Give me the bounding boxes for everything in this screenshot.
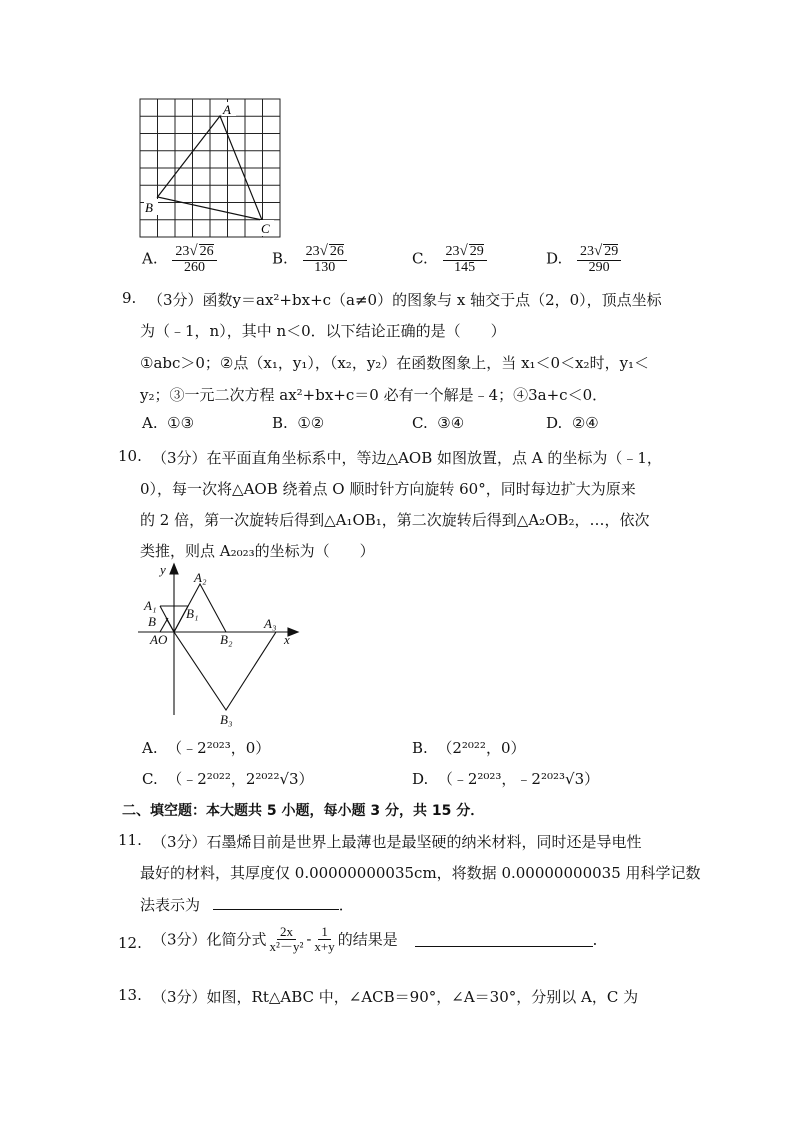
q10-number: 10. (118, 447, 142, 465)
q12-answer-blank[interactable] (415, 932, 593, 947)
q12-fraction-2: $\frac{1}{x+y}$ (314, 924, 335, 954)
q8-option-c[interactable]: C. $\frac{23√ 29}{145}$ (412, 244, 487, 275)
q11-number: 11. (118, 831, 142, 849)
q11-line-2: 最好的材料，其厚度仅 0.00000000035cm，将数据 0.00000000035 用科学记数 (140, 864, 701, 882)
q11-answer-blank[interactable] (213, 895, 339, 910)
q9-option-c[interactable]: C. ③④ (412, 414, 465, 432)
fraction: $\frac{23√ 26}{260}$ (172, 244, 216, 275)
q10-label-ao: AO (150, 632, 168, 647)
q10-line-1: （3分）在平面直角坐标系中，等边△AOB 如图放置，点 A 的坐标为（﹣1， (152, 449, 662, 467)
q11-line-1: （3分）石墨烯目前是世界上最薄也是最坚硬的纳米材料，同时还是导电性 (152, 833, 642, 851)
q9-line-3: ①abc＞0；②点（x₁，y₁），（x₂，y₂）在函数图象上，当 x₁＜0＜x₂时，y₁＜ (140, 354, 650, 372)
q10-line-3: 的 2 倍，第一次旋转后得到△A₁OB₁，第二次旋转后得到△A₂OB₂，…，依次 (140, 511, 650, 529)
q8-option-d[interactable]: D. $\frac{23√ 29}{290}$ (546, 244, 621, 275)
q11-line-3: 法表示为 ． (140, 896, 354, 914)
section-2-title: 二、填空题：本大题共 5 小题，每小题 3 分，共 15 分． (122, 803, 485, 819)
q10-label-b: B (148, 614, 156, 629)
q9-number: 9. (122, 289, 137, 307)
q10-label-y: y (160, 562, 166, 577)
q10-label-b1: B₁ (186, 606, 199, 621)
q9-option-d[interactable]: D. ②④ (546, 414, 599, 432)
q9-option-a[interactable]: A. ①③ (142, 414, 195, 432)
q10-label-x: x (284, 632, 290, 647)
q8-grid-figure (136, 96, 286, 242)
q10-option-c[interactable]: C. （﹣2²⁰²²，2²⁰²²√3） (142, 770, 314, 788)
q12-number: 12. (118, 934, 142, 952)
fraction: $\frac{23√ 29}{145}$ (443, 244, 487, 275)
q10-option-b[interactable]: B. （2²⁰²²，0） (412, 739, 526, 757)
q10-label-a1: A₁ (144, 598, 157, 613)
q8-label-b: B (145, 200, 153, 215)
q12-fraction-1: $\frac{2x}{\text{x²－y²}}$ (269, 924, 304, 954)
fraction: $\frac{23√ 29}{290}$ (577, 244, 621, 275)
q10-label-b2: B₂ (220, 632, 233, 647)
q10-label-a2: A₂ (194, 570, 207, 585)
q13-line-1: （3分）如图，Rt△ABC 中，∠ACB＝90°，∠A＝30°，分别以 A，C 为 (152, 988, 639, 1006)
fraction: $\frac{23√ 26}{130}$ (303, 244, 347, 275)
q10-line-2: 0），每一次将△AOB 绕着点 O 顺时针方向旋转 60°，同时每边扩大为原来 (140, 480, 636, 498)
q10-rotation-figure (138, 560, 308, 730)
q8-label-a: A (223, 102, 231, 117)
q9-option-b[interactable]: B. ①② (272, 414, 325, 432)
q10-option-a[interactable]: A. （﹣2²⁰²³，0） (142, 739, 271, 757)
q13-number: 13. (118, 986, 142, 1004)
q8-option-b[interactable]: B. $\frac{23√ 26}{130}$ (272, 244, 347, 275)
q9-line-2: 为（﹣1，n），其中 n＜0．以下结论正确的是（ ） (140, 322, 506, 340)
q10-option-d[interactable]: D. （﹣2²⁰²³，﹣2²⁰²³√3） (412, 770, 600, 788)
q9-line-1: （3分）函数y＝ax²+bx+c（a≠0）的图象与 x 轴交于点（2，0），顶点坐标 (148, 291, 662, 309)
q10-line-4: 类推，则点 A₂₀₂₃的坐标为（ ） (140, 542, 375, 560)
q10-label-a3: A₃ (264, 616, 277, 631)
q12-line: （3分）化简分式 $\frac{2x}{\text{x²－y²}}$ - $\frac{1}{x+y}$ 的结果是 ． (152, 924, 608, 954)
q8-option-a[interactable]: A. $\frac{23√ 26}{260}$ (142, 244, 217, 275)
q9-line-4: y₂；③一元二次方程 ax²+bx+c＝0 必有一个解是﹣4；④3a+c＜0． (140, 386, 608, 404)
q8-label-c: C (261, 221, 270, 236)
q10-label-b3: B₃ (220, 712, 233, 727)
